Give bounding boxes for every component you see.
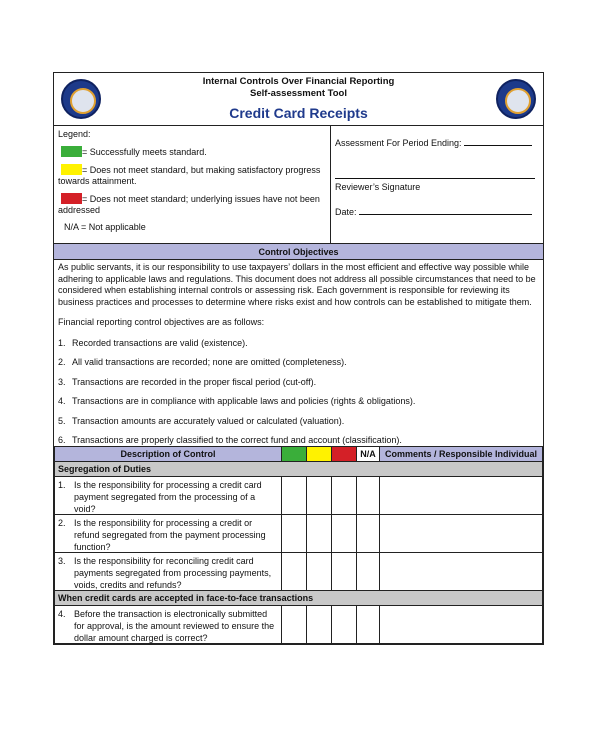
objective-item <box>58 396 539 408</box>
rating-yellow-cell[interactable] <box>307 553 332 591</box>
period-label: Assessment For Period Ending: <box>335 138 462 148</box>
objective-item <box>58 357 539 369</box>
col-na: N/A <box>357 447 380 462</box>
objective-item <box>58 338 539 350</box>
col-description: Description of Control <box>55 447 282 462</box>
objective-number: 3. <box>58 376 66 387</box>
section-row <box>55 462 543 477</box>
question-number: 1. <box>58 480 66 490</box>
rating-green-cell[interactable] <box>282 477 307 515</box>
yellow-swatch <box>61 164 82 175</box>
objective-text: Recorded transactions are valid (existence). <box>72 337 248 348</box>
objective-text: All valid transactions are recorded; none are omitted (completeness). <box>72 357 347 367</box>
table-row <box>55 477 543 515</box>
question-number: 2. <box>58 518 66 528</box>
rating-yellow-cell[interactable] <box>307 477 332 515</box>
section-row <box>55 591 543 606</box>
legend <box>54 126 331 243</box>
objective-item <box>58 416 539 428</box>
form-header <box>54 73 543 126</box>
rating-green-cell[interactable] <box>282 553 307 591</box>
signature-label: Reviewer’s Signature <box>335 182 421 192</box>
objective-number: 6. <box>58 435 66 445</box>
objective-item <box>58 435 539 447</box>
legend-red: = Does not meet standard; underlying issues have not been addressed <box>58 194 320 215</box>
green-swatch <box>61 146 82 157</box>
objectives-lead: Financial reporting control objectives are as follows: <box>58 317 265 327</box>
comments-cell[interactable] <box>380 477 543 515</box>
controls-table <box>54 446 543 644</box>
section-title: Segregation of Duties <box>55 462 543 477</box>
objective-text: Transactions are in compliance with applicable laws and policies (rights & obligations). <box>72 396 416 406</box>
seal-logo-left <box>61 79 101 119</box>
question-number: 3. <box>58 556 66 566</box>
question-text: Is the responsibility for processing a credit or refund segregated from the payment processing function? <box>74 518 266 552</box>
legend-na: N/A = Not applicable <box>64 222 146 232</box>
red-swatch <box>61 193 82 204</box>
rating-na-cell[interactable] <box>357 606 380 644</box>
rating-na-cell[interactable] <box>357 515 380 553</box>
comments-cell[interactable] <box>380 553 543 591</box>
signature-field[interactable] <box>335 171 535 179</box>
objective-number: 1. <box>58 337 66 348</box>
header-line1: Internal Controls Over Financial Reporting <box>202 76 395 87</box>
question-text: Is the responsibility for reconciling credit card payments segregated from processing payments, voids, credits and refunds? <box>74 556 272 590</box>
comments-cell[interactable] <box>380 606 543 644</box>
col-red <box>332 447 357 462</box>
question-number: 4. <box>58 609 66 619</box>
legend-yellow: = Does not meet standard, but making satisfactory progress towards attainment. <box>58 165 321 186</box>
signoff <box>331 126 543 243</box>
objective-number: 4. <box>58 396 66 406</box>
col-comments: Comments / Responsible Individual <box>380 447 543 462</box>
form-page <box>53 72 544 645</box>
period-field[interactable] <box>464 138 532 146</box>
header-line2: Self-assessment Tool <box>250 88 347 99</box>
objective-text: Transactions are properly classified to the correct fund and account (classification). <box>72 435 402 445</box>
page-title: Credit Card Receipts <box>229 105 368 121</box>
objective-text: Transaction amounts are accurately valued or calculated (valuation). <box>72 415 345 426</box>
objectives-intro: As public servants, it is our responsibility to use taxpayers’ dollars in the most efficient and effective way possible while adhering to applicable laws and regulations. This document does not address all possible circumstances that need to be considered when establishing internal controls or assessing risk. Each government is responsible for reviewing its business practices and processes to determine where risks exist and how controls can be established to mitigate them. <box>58 262 536 307</box>
objective-text: Transactions are recorded in the proper fiscal period (cut-off). <box>72 376 317 387</box>
objective-number: 2. <box>58 357 66 367</box>
rating-yellow-cell[interactable] <box>307 515 332 553</box>
rating-green-cell[interactable] <box>282 515 307 553</box>
section-title: When credit cards are accepted in face-to-face transactions <box>55 591 543 606</box>
objective-number: 5. <box>58 415 66 426</box>
question-text: Before the transaction is electronically submitted for approval, is the amount reviewed to ensure the dollar amount charged is correct? <box>74 609 275 643</box>
rating-na-cell[interactable] <box>357 477 380 515</box>
table-row <box>55 606 543 644</box>
objectives-text <box>54 260 543 446</box>
legend-green: = Successfully meets standard. <box>82 147 207 157</box>
rating-red-cell[interactable] <box>332 553 357 591</box>
col-green <box>282 447 307 462</box>
rating-na-cell[interactable] <box>357 553 380 591</box>
question-text: Is the responsibility for processing a credit card payment segregated from the processing of a void? <box>74 480 262 514</box>
rating-green-cell[interactable] <box>282 606 307 644</box>
rating-red-cell[interactable] <box>332 515 357 553</box>
table-row <box>55 515 543 553</box>
date-field[interactable] <box>359 207 532 215</box>
legend-heading: Legend: <box>58 129 91 139</box>
objective-item <box>58 377 539 389</box>
col-yellow <box>307 447 332 462</box>
seal-logo-right <box>496 79 536 119</box>
table-row <box>55 553 543 591</box>
objectives-heading: Control Objectives <box>54 244 543 260</box>
comments-cell[interactable] <box>380 515 543 553</box>
rating-yellow-cell[interactable] <box>307 606 332 644</box>
rating-red-cell[interactable] <box>332 606 357 644</box>
date-label: Date: <box>335 207 357 217</box>
rating-red-cell[interactable] <box>332 477 357 515</box>
